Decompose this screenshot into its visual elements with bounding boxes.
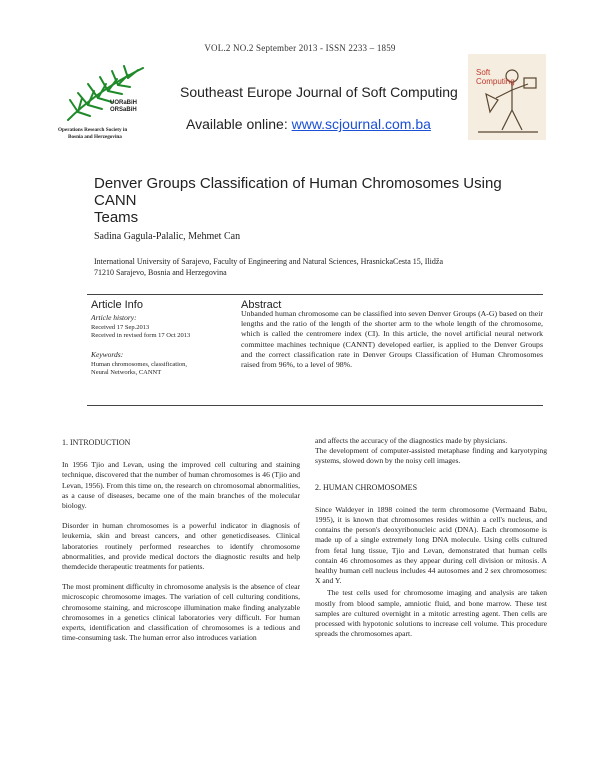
article-history-label: Article history: — [91, 313, 137, 322]
journal-logo-text — [476, 68, 515, 86]
org-logo-text-1: UORaBiH — [110, 100, 138, 106]
top-rule — [87, 294, 543, 295]
abstract-heading: Abstract — [241, 299, 282, 311]
bottom-rule — [87, 405, 543, 406]
affiliation-line-2: 71210 Sarajevo, Bosnia and Herzegovina — [94, 268, 227, 277]
paper-title-line-1: Denver Groups Classification of Human Chromosomes Using CANN — [94, 175, 502, 209]
chromosomes-paragraph-2: The test cells used for chromosome imaging and analysis are taken mostly from blood sample, amniotic fluid, and bone marrow. These test samples are cultured overnight in a mitotic arresting agent. Then cells are processed with hypotonic solutions to increase cell volume. This procedure spreads the chromosomes apart. — [315, 588, 547, 639]
journal-logo-text-2: Computing — [476, 77, 515, 86]
journal-url-link[interactable]: www.scjournal.com.ba — [291, 116, 431, 132]
authors: Sadina Gagula-Palalic, Mehmet Can — [94, 231, 241, 242]
keywords-line-2: Neural Networks, CANNT — [91, 369, 162, 376]
abstract-text: Unbanded human chromosome can be classified into seven Denver Groups (A-G) based on their lengths and the ratio of the length of the shorter arm to the whole length of the chromosome, which is called the centromere index (CI). In this article, the novel artificial neural network committee machines technique (CANNT) developed earlier, is applied to the Denver Groups and the correct classification rate in Denver Groups Classification of Human Chromosomes raised from 96%, to a level of 98%. — [241, 309, 543, 370]
affiliation-line-1: International University of Sarajevo, Faculty of Engineering and Natural Sciences, HrasnickaCesta 15, Ilidža — [94, 257, 443, 266]
org-logo-text-2: ORSaBiH — [110, 107, 137, 113]
org-logo-text — [110, 100, 137, 114]
intro-paragraph-1: In 1956 Tjio and Levan, using the improved cell culturing and staining technique, discovered that the number of human chromosomes is 46 (Tjio and Levan, 1956). From this time on, the research on chromosomal abnormalities, as a cause of diseases, became one of the main branches of the molecular biology. — [62, 460, 300, 511]
journal-logo — [468, 54, 546, 140]
available-online-label: Available online: — [186, 116, 292, 132]
intro-paragraph-2: Disorder in human chromosomes is a powerful indicator in diagnosis of leukemia, skin and breast cancers, and other geneticdiseases. Clinical laboratories routinely performed researches to identify chromosome abnormalities, and provide medical doctors the diagnostic results and help themdecide therapeutic treatments for patients. — [62, 521, 300, 572]
section-1-heading: 1. INTRODUCTION — [62, 438, 131, 447]
right-paragraph-2: The development of computer-assisted metaphase finding and karyotyping systems, slowed down by the noisy cell images. — [315, 446, 547, 466]
received-date: Received 17 Sep.2013 — [91, 324, 150, 331]
paper-title-line-2: Teams — [94, 209, 139, 226]
right-paragraph-1: and affects the accuracy of the diagnostics made by physicians. — [315, 436, 508, 445]
org-name-line-1: Operations Research Society in — [58, 127, 128, 133]
issue-line: VOL.2 NO.2 September 2013 - ISSN 2233 – 1859 — [204, 43, 396, 53]
affiliation — [94, 256, 534, 278]
journal-logo-text-1: Soft — [476, 68, 491, 77]
keywords-line-1: Human chromosomes, classification, — [91, 361, 188, 368]
intro-paragraph-3: The most prominent difficulty in chromosome analysis is the absence of clear microscopic chromosome images. The variation of cell culturing conditions, chromosome staining, and microscope illumination make finding analyzable chromosomes in a genetics clinical laboratories very difficult. For human experts, identification and classification of chromosomes is a tedious and time-consuming task. The human error also introduces variation — [62, 582, 300, 643]
left-column — [62, 438, 300, 653]
chromosomes-paragraph-1: Since Waldeyer in 1898 coined the term chromosome (Vermaand Babu, 1995), it is known that chromosomes resides within a cell's nucleus, and contains the person's deoxyribonucleic acid (DNA). Each chromosome is made up of a single extremely long DNA molecule. Using cells cultured from fetal lung tissue, Tjio and Levan, demonstrated that human cells contain 46 chromosomes as they appear during cell division or mitosis. A healthy human cell nucleus includes 44 autosomes and 2 sex chromosomes: X and Y. — [315, 504, 547, 586]
org-name — [58, 127, 170, 141]
right-column — [315, 436, 547, 649]
revised-date: Received in revised form 17 Oct 2013 — [91, 332, 191, 339]
journal-name: Southeast Europe Journal of Soft Computing — [180, 84, 458, 100]
section-2-heading: 2. HUMAN CHROMOSOMES — [315, 482, 418, 492]
soft-computing-logo-icon — [468, 54, 546, 140]
article-info-heading: Article Info — [91, 299, 143, 311]
fern-logo-icon — [58, 60, 158, 130]
org-name-line-2: Bosnia and Herzegovina — [68, 134, 122, 140]
paper-title — [94, 175, 544, 226]
available-online — [186, 116, 431, 132]
keywords-label: Keywords: — [91, 350, 124, 359]
